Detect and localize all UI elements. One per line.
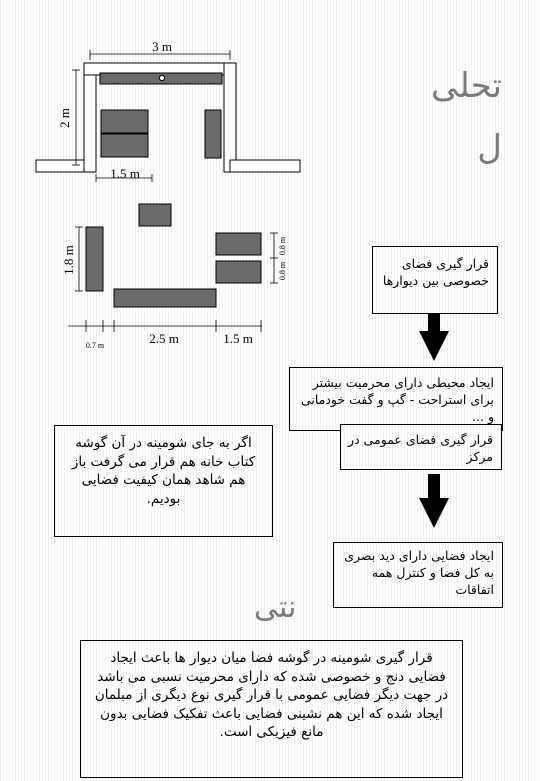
fireplace-marker <box>159 75 164 80</box>
flow-box-privacy: ایجاد محیطی دارای محرمیت بیشتر برای استراحت - گپ و گفت خودمانی و ... <box>289 367 503 431</box>
flow-box-visual-control: ایجاد فضایی دارای دید بصری به کل فضا و کنترل همه اتفاقات <box>333 542 503 608</box>
analysis-title-part1: تحلی <box>430 66 502 106</box>
flow-box-private-space: قرار گیری فضای خصوصی بین دیوارها <box>372 246 498 314</box>
dim-right-1: 0.8 m <box>278 236 287 256</box>
dim-top-width: 3 m <box>152 39 172 54</box>
analysis-title-part2: ل <box>477 128 502 168</box>
dim-bottom-middle: 2.5 m <box>149 331 179 346</box>
sofa-left <box>86 227 103 291</box>
sofa-left-bottom <box>101 134 148 157</box>
flow-box-public-center: قرار گیری فضای عمومی در مرکز <box>340 424 502 470</box>
sofa-bottom <box>114 289 216 307</box>
sofa-right-top <box>216 233 261 255</box>
conclusion-box: قرار گیری شومینه در گوشه فضا میان دیوار ها باعث ایجاد فضایی دنج و خصوصی شده که دارای محرمیت نسبی می باشد در جهت دیگر فضایی عمومی با قرار گیری نوع دیگری از مبلمان ایجاد شده که این هم نشینی فضایی باعث تفکیک فضایی بدون مانع فیزیکی است. <box>80 640 463 778</box>
note-box: اگر به جای شومینه در آن گوشه کتاب خانه هم قرار می گرفت باز هم شاهد همان کیفیت فضایی بودیم. <box>54 425 273 537</box>
arrow-1-head <box>419 331 449 361</box>
arrow-2-head <box>419 498 449 528</box>
right-wall-bottom <box>230 160 300 172</box>
chair-top <box>139 204 171 226</box>
dim-bottom-right: 1.5 m <box>223 331 253 346</box>
right-wall <box>224 63 236 172</box>
dim-bottom-height: 1.8 m <box>61 245 76 275</box>
left-wall <box>84 63 96 172</box>
dim-top-height: 2 m <box>57 108 72 128</box>
sofa-left-top <box>101 110 148 133</box>
sofa-right <box>205 110 221 158</box>
dim-right-2: 0.8 m <box>278 261 287 281</box>
bottom-plan <box>86 204 261 307</box>
dim-bottom-small: 0.7 m <box>85 341 105 350</box>
dim-top-gap: 1.5 m <box>110 166 140 181</box>
arrow-2-shaft <box>428 474 440 500</box>
result-title: نتی <box>254 590 297 625</box>
sofa-right-bottom <box>216 261 261 283</box>
